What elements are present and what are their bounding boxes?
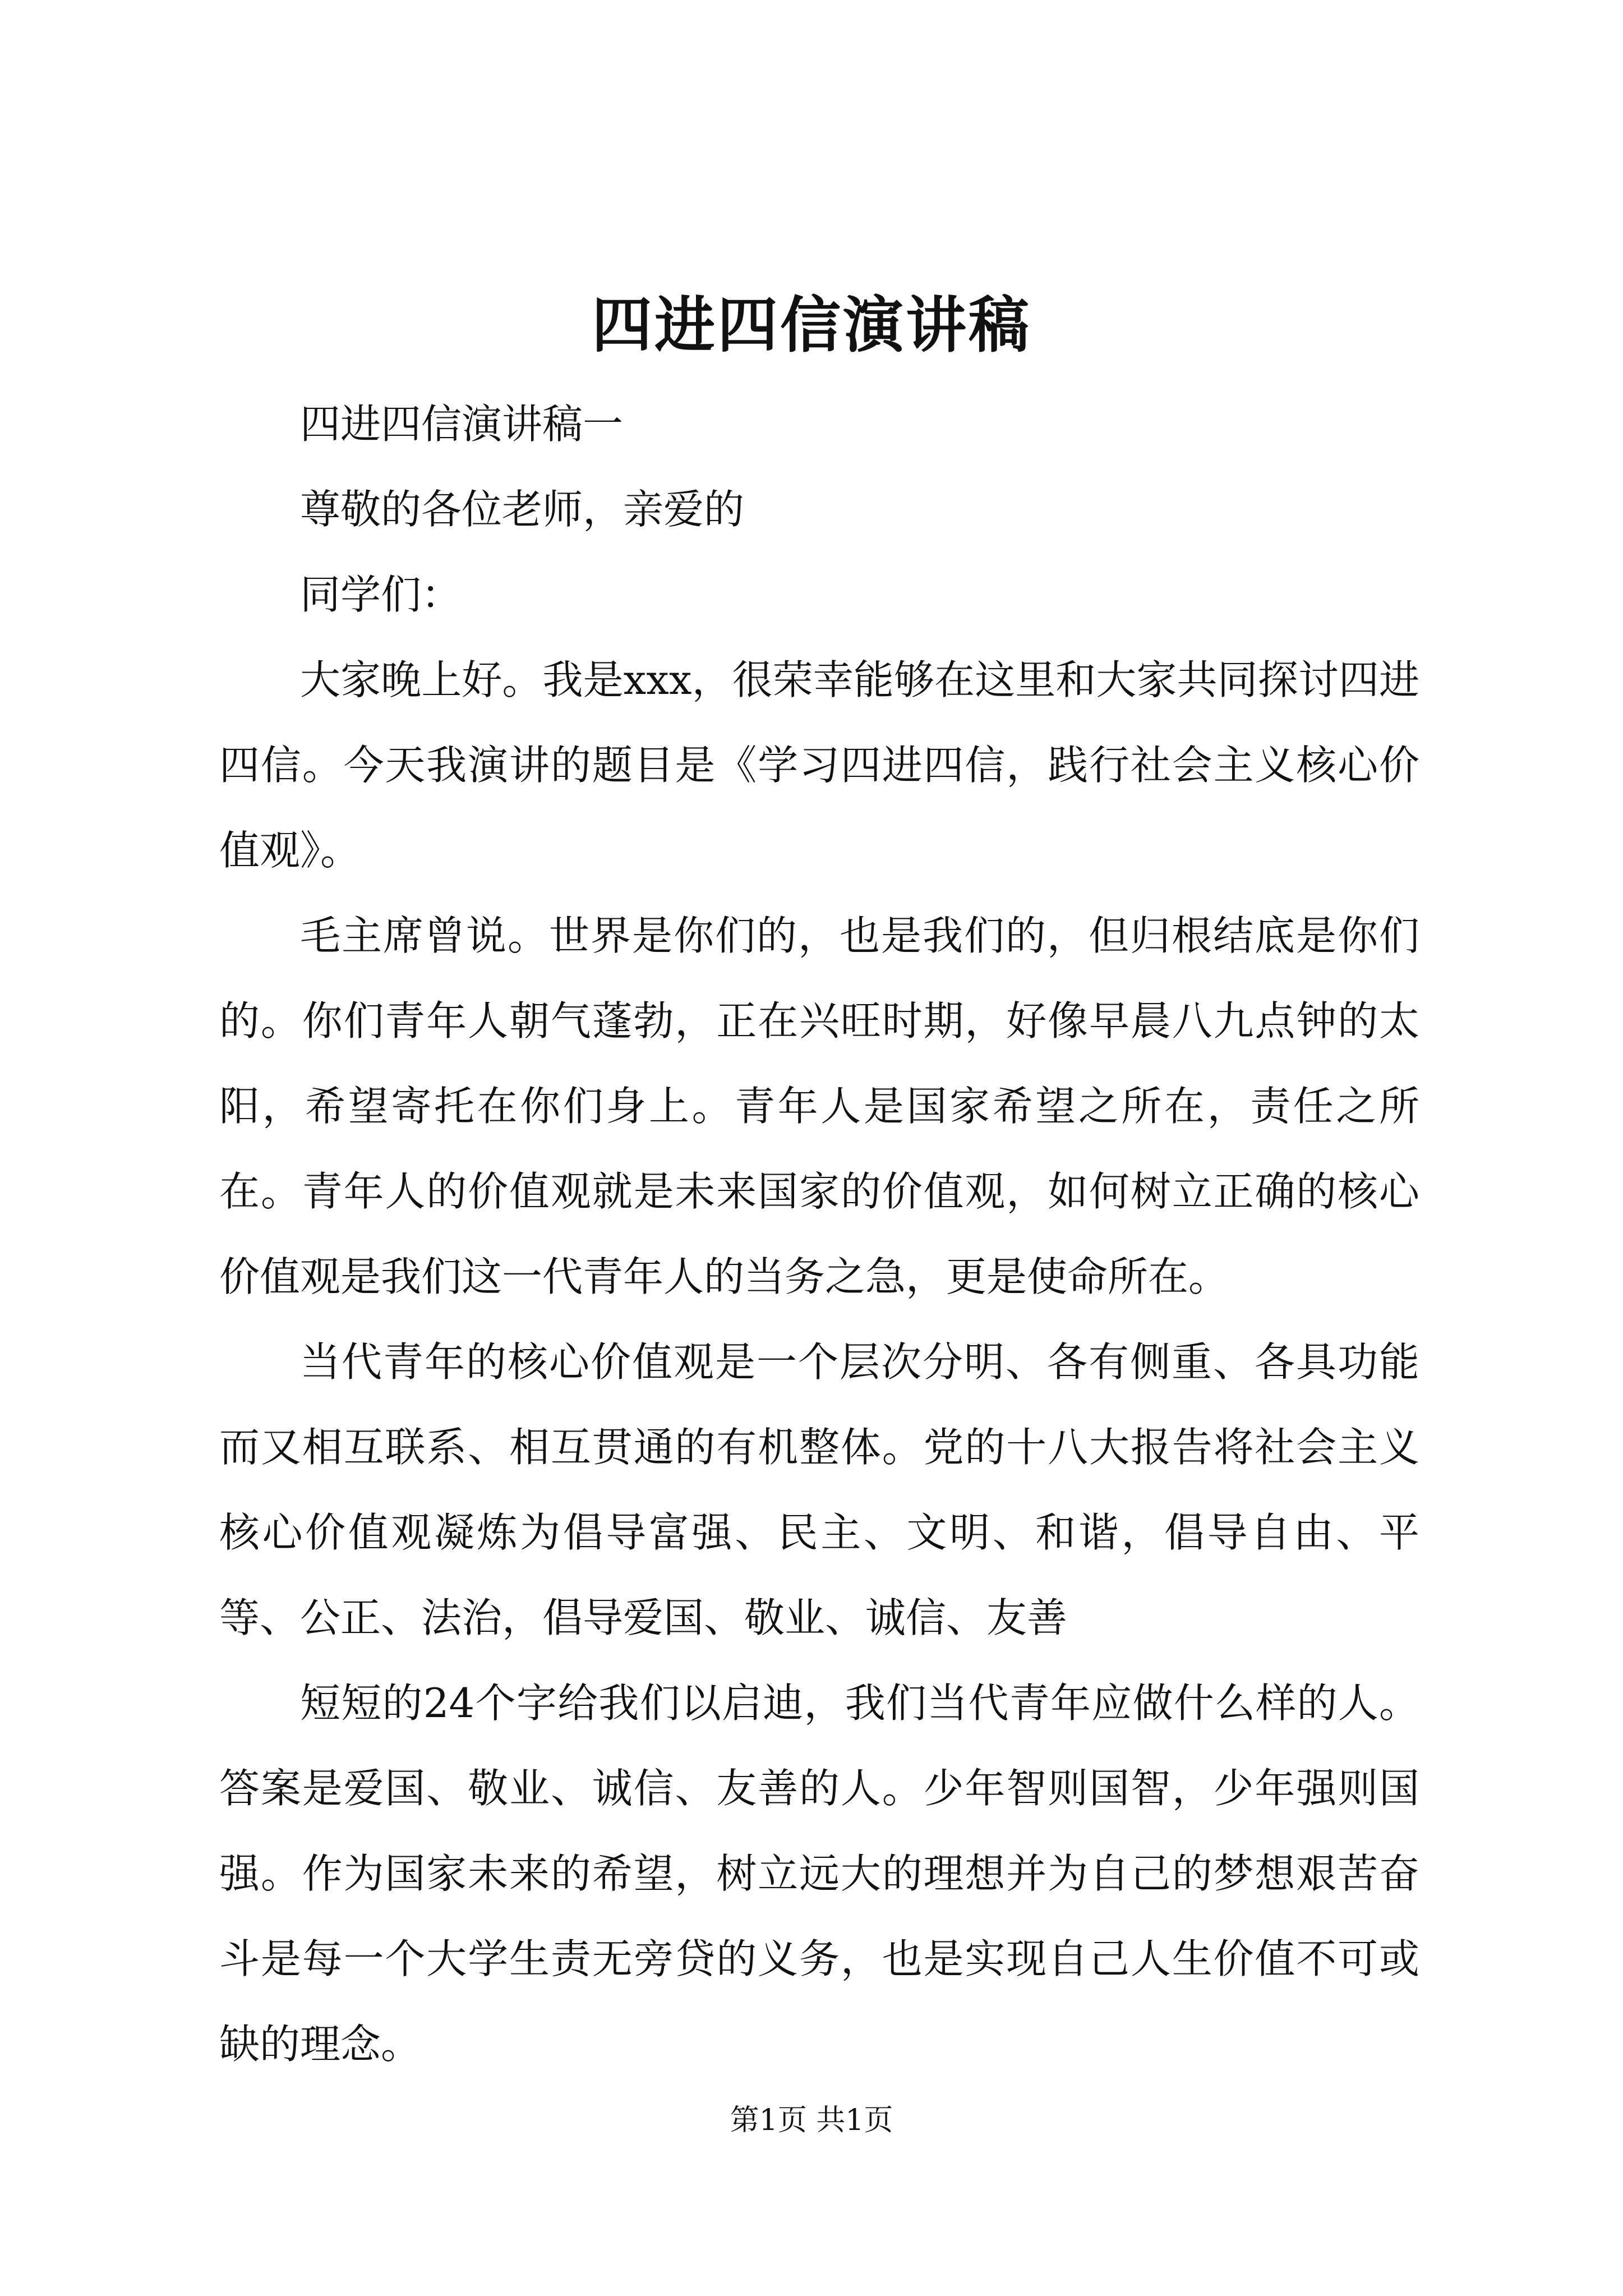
paragraph: 大家晚上好。我是xxx，很荣幸能够在这里和大家共同探讨四进四信。今天我演讲的题目是《学习四进四信，践行社会主义核心价值观》。 — [219, 656, 1419, 874]
paragraph: 当代青年的核心价值观是一个层次分明、各有侧重、各具功能而又相互联系、相互贯通的有机整体。党的十八大报告将社会主义核心价值观凝炼为倡导富强、民主、文明、和谐，倡导自由、平等、公正、法治，倡导爱国、敬业、诚信、友善 — [219, 1338, 1419, 1641]
page-footer: 第1页 共1页 — [730, 2104, 893, 2137]
document-title: 四进四信演讲稿 — [591, 290, 1031, 361]
paragraph: 毛主席曾说。世界是你们的，也是我们的，但归根结底是你们的。你们青年人朝气蓬勃，正在兴旺时期，好像早晨八九点钟的太阳，希望寄托在你们身上。青年人是国家希望之所在，责任之所在。青年人的价值观就是未来国家的价值观，如何树立正确的核心价值观是我们这一代青年人的当务之急，更是使命所在。 — [219, 912, 1419, 1300]
paragraph: 四进四信演讲稿一 — [300, 401, 624, 448]
paragraph: 尊敬的各位老师，亲爱的 — [300, 486, 745, 533]
document-body — [219, 381, 1419, 2087]
paragraph: 短短的24个字给我们以启迪，我们当代青年应做什么样的人。答案是爱国、敬业、诚信、友善的人。少年智则国智，少年强则国强。作为国家未来的希望，树立远大的理想并为自己的梦想艰苦奋斗是每一个大学生责无旁贷的义务，也是实现自己人生价值不可或缺的理念。 — [219, 1680, 1419, 2068]
paragraph: 同学们： — [300, 571, 462, 618]
